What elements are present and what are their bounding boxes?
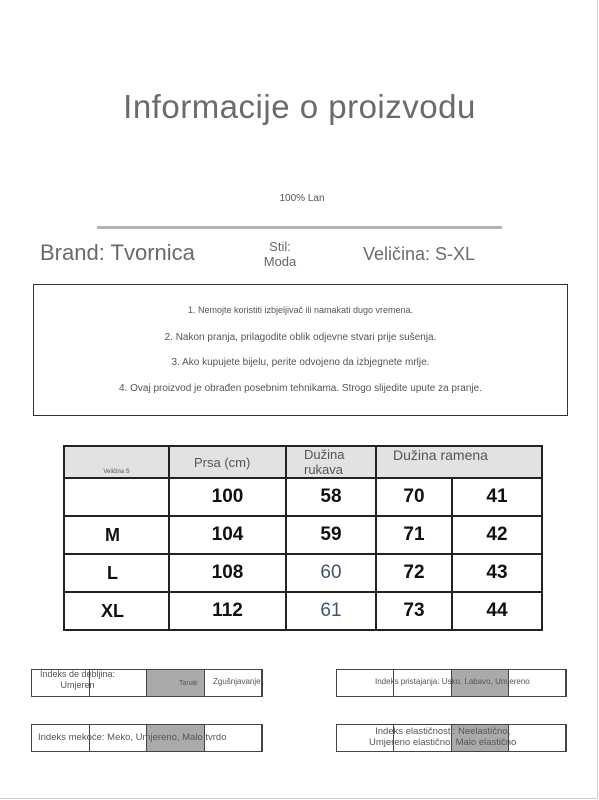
care-note: 4. Ovaj proizvod je obrađen posebnim tehnikama. Strogo slijedite upute za pranje.: [119, 383, 482, 394]
size-cell: [64, 478, 169, 516]
thickness-index-bar: [31, 669, 263, 697]
elasticity-index-bar: [336, 724, 567, 752]
elasticity-label-line1: Indeks elastičnosti: Neelastično,: [375, 726, 511, 737]
length-cell: 73: [376, 592, 452, 630]
fit-index-label: Indeks pristajanja: Usko, Labavo, Umjereno: [375, 677, 530, 686]
chest-cell: 104: [169, 516, 286, 554]
size-table: [63, 445, 543, 631]
thickness-index-label: [40, 669, 115, 691]
softness-index-label: Indeks mekoće: Meko, Umjereno, Malo tvrdo: [38, 732, 227, 743]
size-cell: L: [64, 554, 169, 592]
style-label: Stil:: [269, 239, 291, 254]
fit-index-bar: [336, 669, 567, 697]
divider: [97, 226, 502, 229]
table-row: [64, 516, 542, 554]
sleeve-cell: 59: [286, 516, 376, 554]
header-chest: Prsa (cm): [169, 446, 286, 478]
shoulder-cell: 44: [452, 592, 542, 630]
shoulder-cell: 42: [452, 516, 542, 554]
header-shoulder: Dužina ramena: [376, 446, 542, 478]
table-row: [64, 554, 542, 592]
size-table-header: [64, 446, 542, 478]
elasticity-label-line2: Umjereno elastično, Malo elastično: [369, 737, 517, 748]
thickness-thin-label: Tanak: [179, 680, 198, 687]
table-row: [64, 592, 542, 630]
thickness-value: Umjeren: [60, 680, 95, 690]
care-note: 1. Nemojte koristiti izbjeljivač ili namakati dugo vremena.: [187, 305, 414, 315]
elasticity-index-label: [369, 726, 516, 748]
brand-label: Brand: Tvornica: [40, 240, 195, 265]
care-note: 3. Ako kupujete bijelu, perite odvojeno da izbjegnete mrlje.: [171, 357, 430, 368]
sleeve-cell: 58: [286, 478, 376, 516]
thickness-label: Indeks de debljina:: [40, 669, 116, 679]
softness-index-bar: [31, 724, 263, 752]
size-range-label: Veličina: S-XL: [363, 244, 476, 264]
care-instructions-box: [33, 284, 568, 416]
shoulder-cell: 43: [452, 554, 542, 592]
chest-cell: 108: [169, 554, 286, 592]
style-info: [252, 239, 308, 269]
care-note: 2. Nakon pranja, prilagodite oblik odjevne stvari prije sušenja.: [164, 332, 437, 343]
style-value: Moda: [263, 254, 297, 269]
header-size: Veličina S: [64, 446, 169, 478]
length-cell: 72: [376, 554, 452, 592]
length-cell: 71: [376, 516, 452, 554]
sleeve-cell: 61: [286, 592, 376, 630]
length-cell: 70: [376, 478, 452, 516]
header-sleeve: Dužina rukava: [286, 446, 376, 478]
chest-cell: 100: [169, 478, 286, 516]
material-label: 100% Lan: [232, 180, 372, 218]
index-segment: [509, 725, 566, 751]
size-cell: XL: [64, 592, 169, 630]
shoulder-cell: 41: [452, 478, 542, 516]
thickness-thick-label: Zgušnjavanje: [213, 677, 261, 686]
table-row: [64, 478, 542, 516]
page-title: Informacije o proizvodu: [123, 88, 476, 125]
chest-cell: 112: [169, 592, 286, 630]
size-cell: M: [64, 516, 169, 554]
sleeve-cell: 60: [286, 554, 376, 592]
